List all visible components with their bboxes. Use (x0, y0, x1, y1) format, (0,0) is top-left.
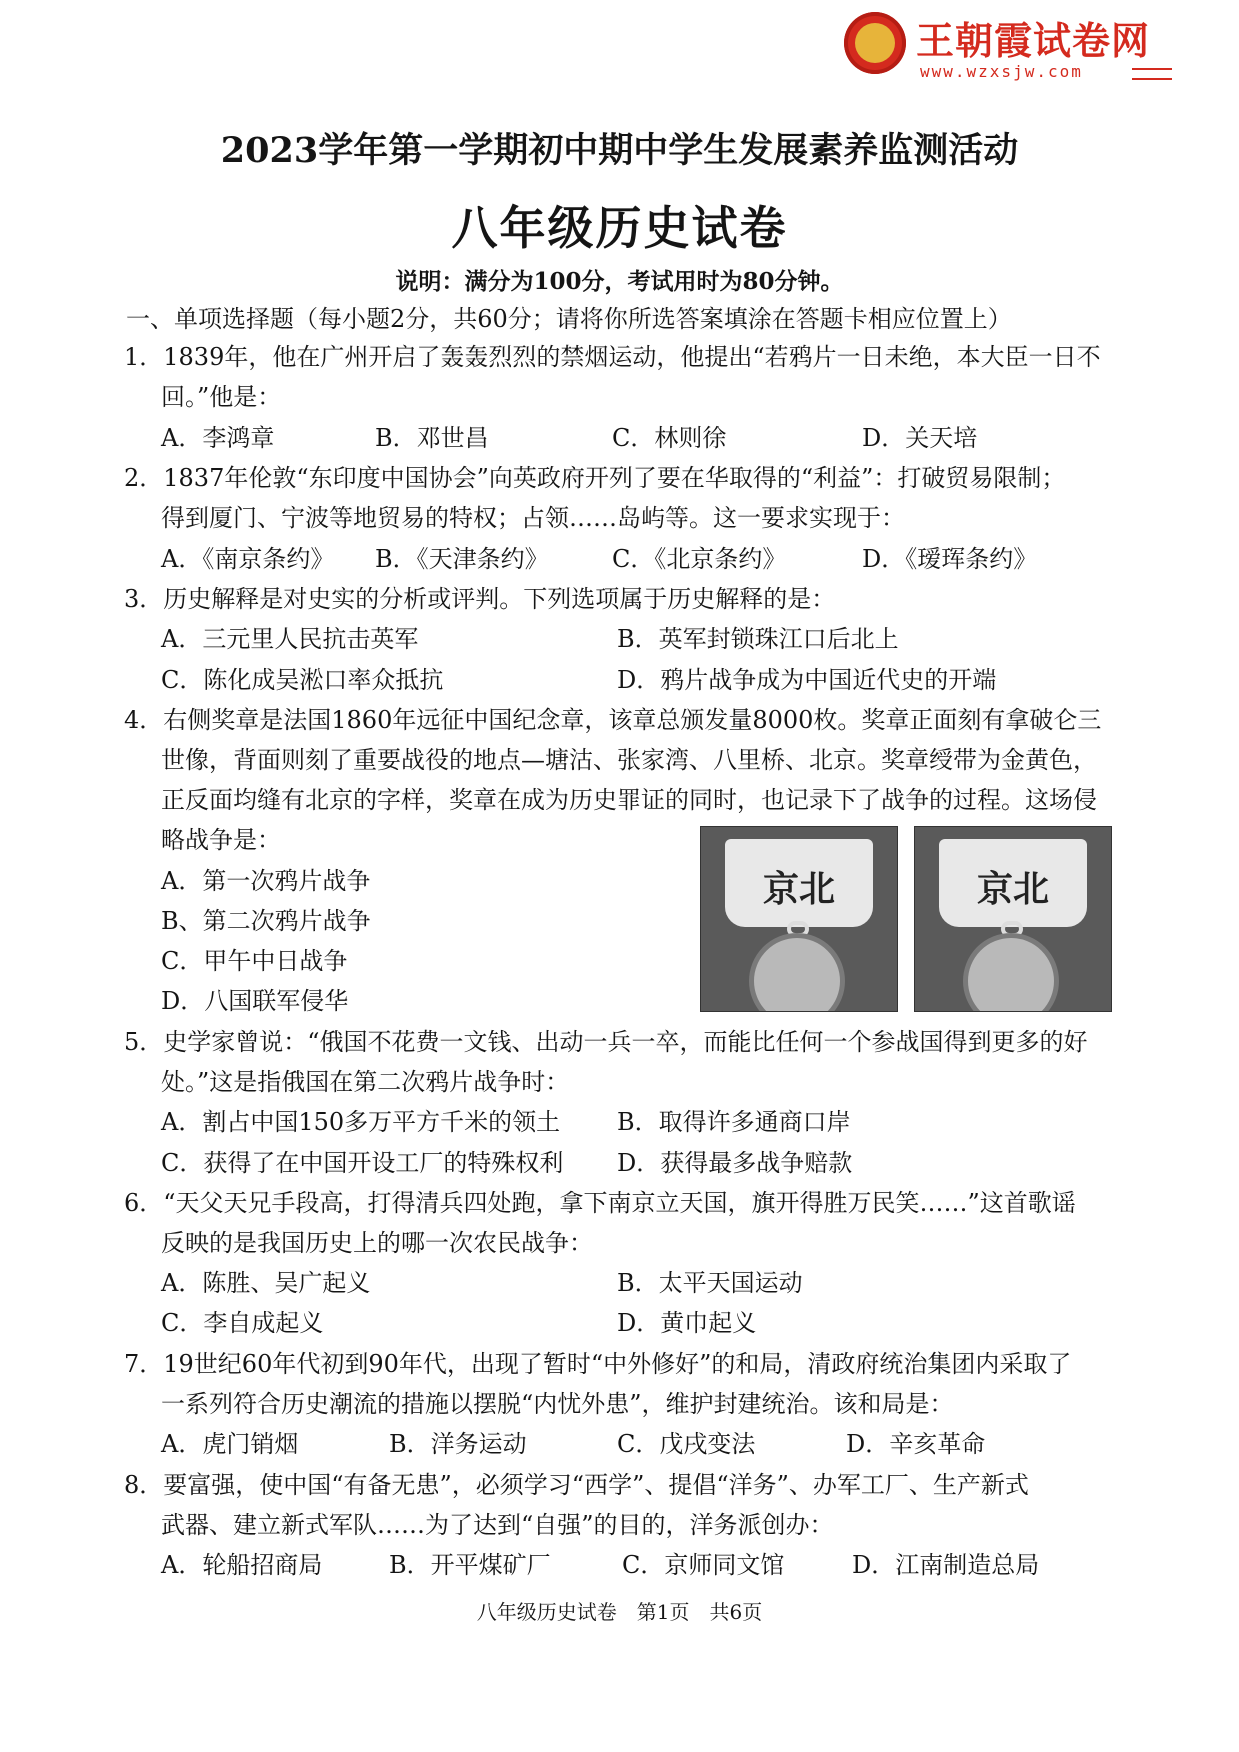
q1-stem-line2: 回。”他是： (161, 383, 282, 411)
q8-option-c: C．京师同文馆 (622, 1551, 785, 1579)
exam-note: 说明：满分为100分，考试用时为80分钟。 (395, 268, 844, 295)
q5-option-b: B．取得许多通商口岸 (617, 1108, 851, 1136)
q5-stem-line2: 处。”这是指俄国在第二次鸦片战争时： (161, 1068, 570, 1096)
q1-option-c: C．林则徐 (612, 424, 727, 452)
brand-name: 王朝霞试卷网 (916, 19, 1151, 63)
q6-stem-line2: 反映的是我国历史上的哪一次农民战争： (161, 1229, 593, 1257)
q4-option-a: A．第一次鸦片战争 (161, 867, 371, 895)
q8-stem-line1: 8．要富强，使中国“有备无患”，必须学习“西学”、提倡“洋务”、办军工厂、生产新式 (124, 1471, 1029, 1499)
q8-option-d: D．江南制造总局 (852, 1551, 1040, 1579)
q5-stem-line1: 5．史学家曾说：“俄国不花费一文钱、出动一兵一卒，而能比任何一个参战国得到更多的好 (124, 1028, 1088, 1056)
site-logo (844, 10, 1174, 80)
medal-photos (700, 826, 1093, 1010)
q1-stem-line1: 1．1839年，他在广州开启了轰轰烈烈的禁烟运动，他提出“若鸦片一日未绝，本大臣一日不 (124, 343, 1101, 371)
medal-back-image (914, 826, 1112, 1012)
q2-option-a: A．《南京条约》 (161, 545, 335, 573)
q8-option-b: B．开平煤矿厂 (389, 1551, 551, 1579)
q7-option-c: C．戊戌变法 (617, 1430, 756, 1458)
q8-option-a: A．轮船招商局 (161, 1551, 323, 1579)
q4-option-b: B、第二次鸦片战争 (161, 907, 371, 935)
q3-option-c: C．陈化成吴淞口率众抵抗 (161, 666, 444, 694)
q2-option-c: C．《北京条约》 (612, 545, 787, 573)
q7-option-d: D．辛亥革命 (846, 1430, 986, 1458)
q1-option-b: B．邓世昌 (375, 424, 489, 452)
seal-icon (844, 12, 906, 74)
section-heading: 一、单项选择题（每小题2分，共60分；请将你所选答案填涂在答题卡相应位置上） (126, 305, 1012, 333)
q3-option-b: B．英军封锁珠江口后北上 (617, 625, 899, 653)
q2-option-d: D．《瑷珲条约》 (862, 545, 1038, 573)
decorative-stripes (1132, 68, 1172, 80)
q7-stem-line2: 一系列符合历史潮流的措施以摆脱“内忧外患”，维护封建统治。该和局是： (161, 1390, 954, 1418)
q4-option-c: C．甲午中日战争 (161, 947, 348, 975)
q4-stem-line1: 4．右侧奖章是法国1860年远征中国纪念章，该章总颁发量8000枚。奖章正面刻有拿破仑三 (124, 706, 1102, 734)
q6-option-b: B．太平天国运动 (617, 1269, 803, 1297)
q8-stem-line2: 武器、建立新式军队……为了达到“自强”的目的，洋务派创办： (161, 1511, 834, 1539)
q5-option-a: A．割占中国150多万平方千米的领土 (161, 1108, 561, 1136)
q5-option-d: D．获得最多战争赔款 (617, 1149, 853, 1177)
q3-option-d: D．鸦片战争成为中国近代史的开端 (617, 666, 997, 694)
page-footer: 八年级历史试卷 第1页 共6页 (476, 1600, 763, 1624)
subject-title: 八年级历史试卷 (451, 201, 788, 255)
medal-front-image (700, 826, 898, 1012)
q2-stem-line1: 2．1837年伦敦“东印度中国协会”向英政府开列了要在华取得的“利益”：打破贸易限制； (124, 464, 1066, 492)
q6-option-a: A．陈胜、吴广起义 (161, 1269, 371, 1297)
q7-stem-line1: 7．19世纪60年代初到90年代，出现了暂时“中外修好”的和局，清政府统治集团内采取了 (124, 1350, 1072, 1378)
q3-option-a: A．三元里人民抗击英军 (161, 625, 419, 653)
q4-stem-line4: 略战争是： (161, 826, 281, 854)
q1-option-a: A．李鸿章 (161, 424, 275, 452)
q6-option-c: C．李自成起义 (161, 1309, 324, 1337)
medal-ribbon-text: 京北 (762, 868, 835, 910)
q6-stem-line1: 6．“天父天兄手段高，打得清兵四处跑，拿下南京立天国，旗开得胜万民笑……”这首歌谣 (124, 1189, 1076, 1217)
q4-stem-line2: 世像，背面则刻了重要战役的地点—塘沽、张家湾、八里桥、北京。奖章绶带为金黄色， (161, 746, 1097, 774)
exam-title: 2023学年第一学期初中期中学生发展素养监测活动 (220, 130, 1019, 171)
q4-stem-line3: 正反面均缝有北京的字样，奖章在成为历史罪证的同时，也记录下了战争的过程。这场侵 (161, 786, 1097, 814)
q5-option-c: C．获得了在中国开设工厂的特殊权利 (161, 1149, 564, 1177)
q7-option-b: B．洋务运动 (389, 1430, 527, 1458)
q2-stem-line2: 得到厦门、宁波等地贸易的特权；占领……岛屿等。这一要求实现于： (161, 504, 905, 532)
q3-stem-line1: 3．历史解释是对史实的分析或评判。下列选项属于历史解释的是： (124, 585, 836, 613)
q6-option-d: D．黄巾起义 (617, 1309, 757, 1337)
q1-option-d: D．关天培 (862, 424, 978, 452)
q7-option-a: A．虎门销烟 (161, 1430, 299, 1458)
medal-ribbon-text: 京北 (976, 868, 1049, 910)
q4-option-d: D．八国联军侵华 (161, 987, 349, 1015)
q2-option-b: B．《天津条约》 (375, 545, 549, 573)
brand-url: www.wzxsjw.com (920, 62, 1083, 81)
